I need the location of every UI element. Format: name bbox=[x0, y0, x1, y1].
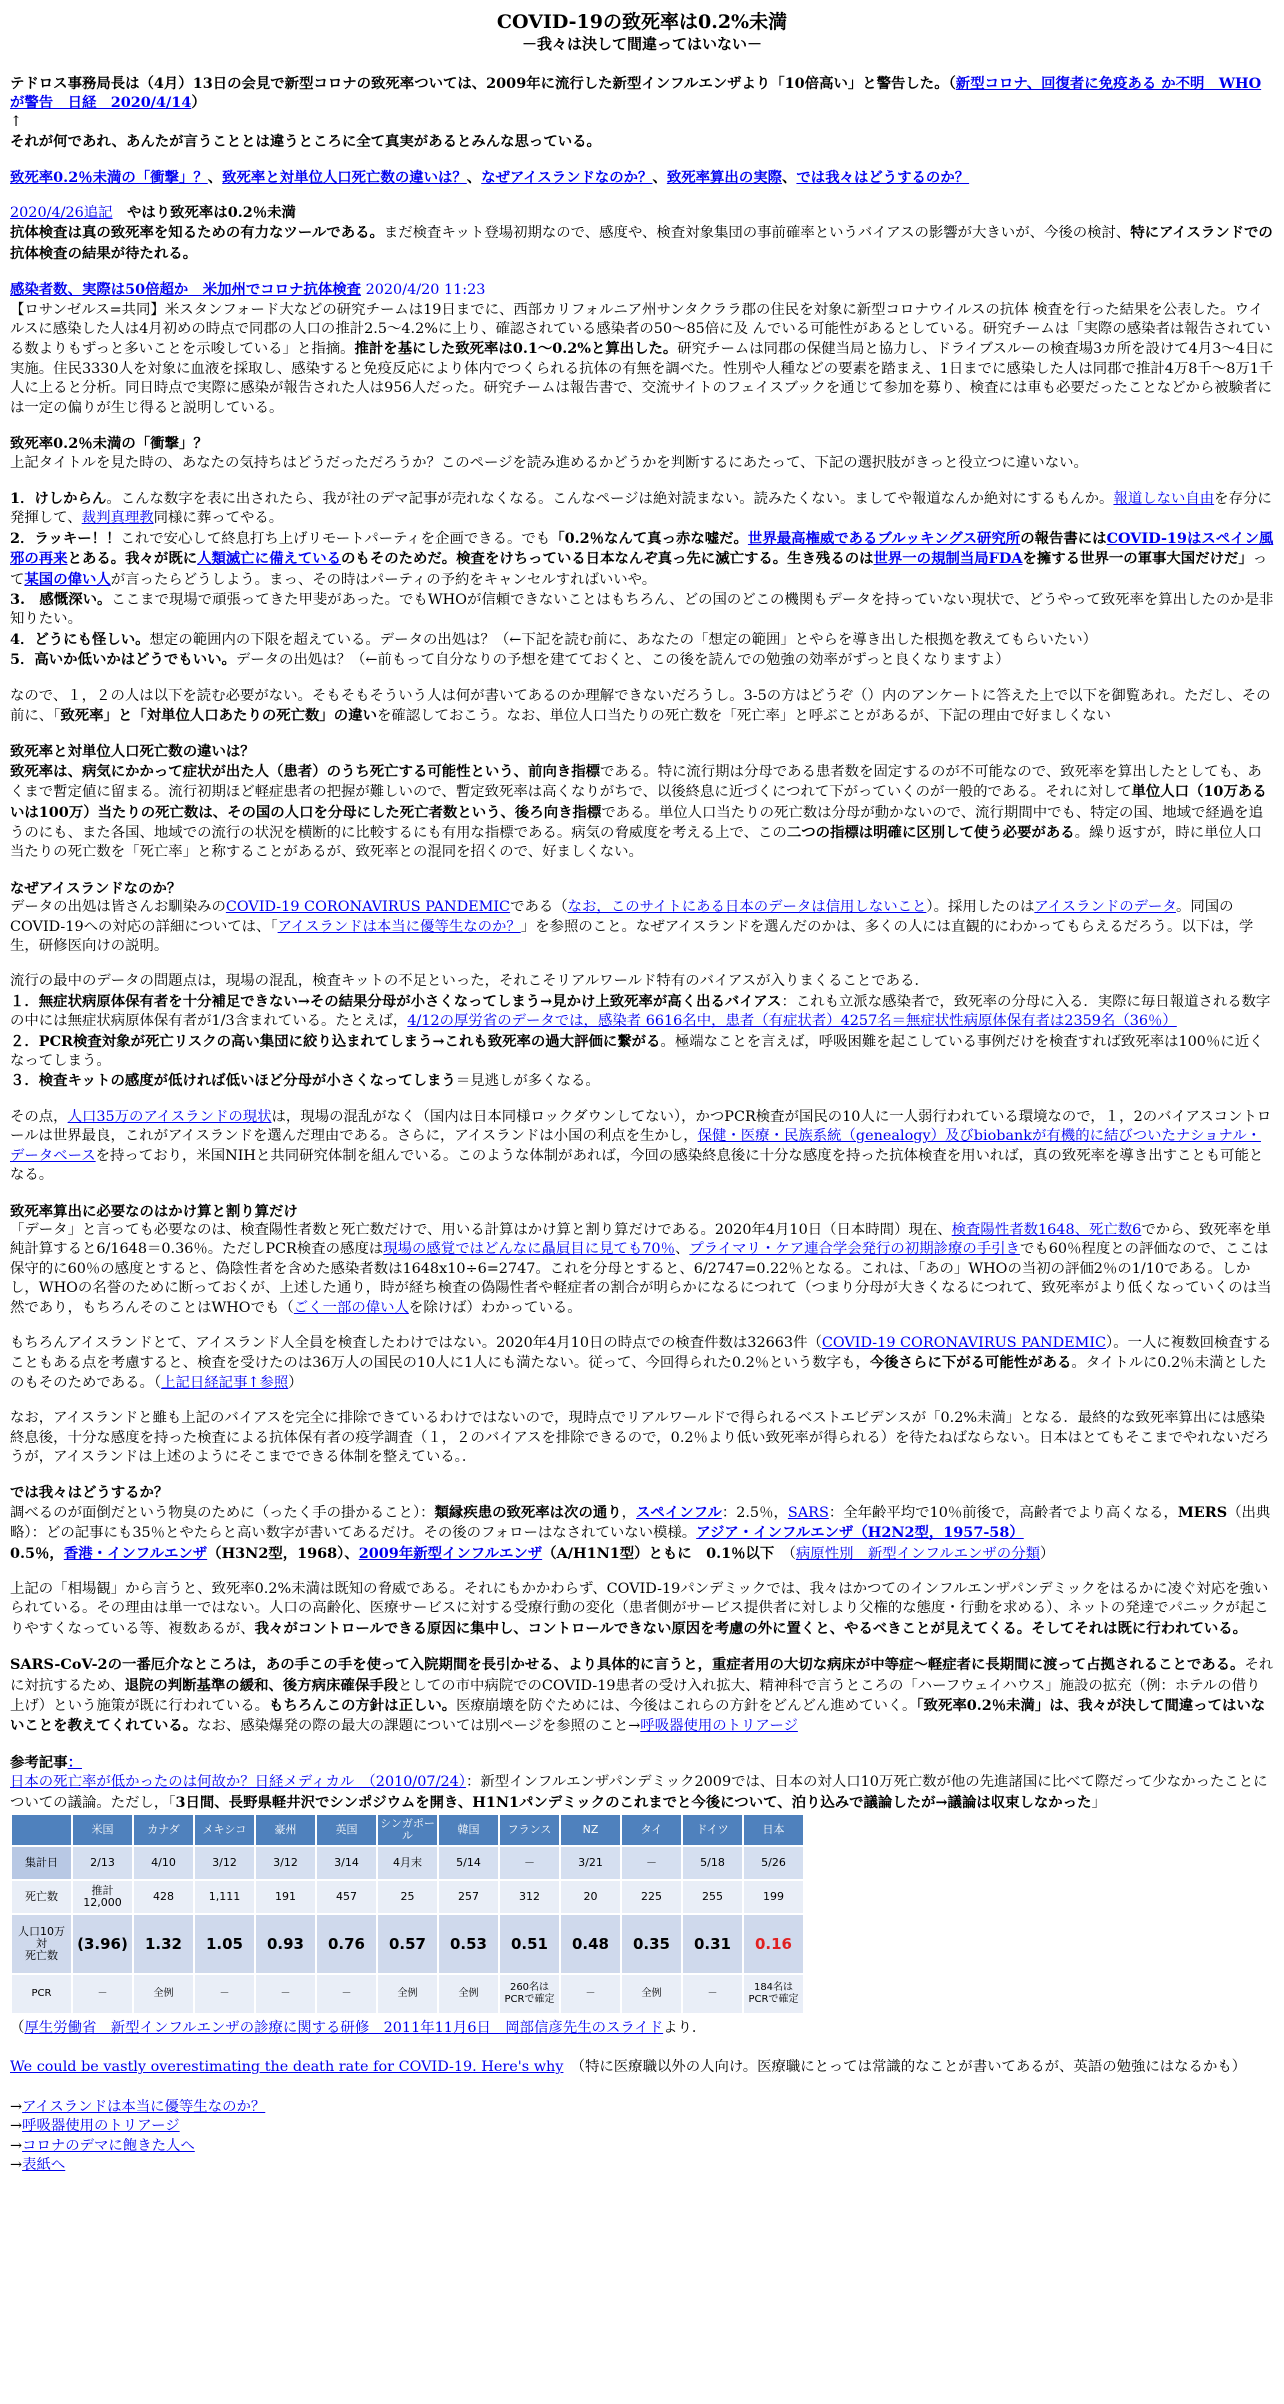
table-row-label: 死亡数 bbox=[12, 1881, 71, 1913]
intro-text: テドロス事務局長は（4月）13日の会見で新型コロナの致死率ついては、2009年に流行した新型インフルエンザより「10倍高い」と警告した。（ bbox=[10, 75, 956, 92]
iceland-t5: 」を参照のこと。なぜアイスランドを選んだのかは、多くの人には直観的にわかってもらえるだろう。以下は，学生，研修医向けの説明。 bbox=[10, 918, 1254, 955]
court-religion-link[interactable]: 裁判真理教 bbox=[81, 510, 154, 527]
iceland-p4-t1: その点， bbox=[10, 1108, 68, 1125]
addendum-bold: 抗体検査は真の致死率を知るための有力なツールである。 bbox=[10, 224, 384, 242]
table-cell: 3/12 bbox=[195, 1847, 254, 1879]
table-column-header: カナダ bbox=[134, 1815, 193, 1845]
option-3-label: 3. 感慨深い。 bbox=[10, 590, 112, 608]
section-what bbox=[10, 1483, 1274, 1736]
refs-heading-text: 参考記事 bbox=[10, 1753, 68, 1771]
table-column-header: ドイツ bbox=[683, 1815, 742, 1845]
refs-heading bbox=[10, 1754, 82, 1771]
table-column-header: 英国 bbox=[317, 1815, 376, 1845]
table-body bbox=[12, 1847, 803, 2013]
calc-p3: なお，アイスランドと雖も上記のバイアスを完全に排除できているわけではないので，現時点でリアルワールドで得られるベストエビデンスが「0.2%未満」となる．最終的な致死率算出には感染終息後，十分な感度を持った検査による抗体保有者の疫学調査（１，２のバイアスを排除できるので，0.2％より低い致死率が得られる）を待たねばならない。日本はとてもそこまでやれないだろうが，アイスランドは上述のようにそこまでできる体制を整えている。． bbox=[10, 1410, 1270, 1465]
footer-item bbox=[10, 2117, 1274, 2136]
footer-item bbox=[10, 2156, 1274, 2175]
mhlw-slides-link[interactable]: 厚生労働省 新型インフルエンザの診療に関する研修 2011年11月6日 岡部信彦先生のスライド bbox=[24, 2020, 664, 2037]
table-cell: 0.16 bbox=[744, 1915, 803, 1973]
what-p3-t2: としての市中病院でのCOVID-19患者の受け入れ拡大、精神科で言うところの「ハーフウェイハウス」施設の拡充（例：ホテルの借り上げ）という施策が既に行われている。 bbox=[10, 1677, 1261, 1715]
fda-link[interactable]: 世界一の規制当局FDA bbox=[873, 550, 1023, 568]
section-heading-calc: 致死率算出に必要なのはかけ算と割り算だけ bbox=[10, 1202, 298, 1220]
table-cell: 4月末 bbox=[378, 1847, 437, 1879]
option-2-text: これで安心して終息打ち上げリモートパーティを企画できる。でも bbox=[120, 530, 551, 547]
addendum bbox=[10, 203, 1274, 264]
what-t7: ） bbox=[1039, 1545, 1055, 1562]
footer-link-iceland[interactable]: アイスランドは本当に優等生なのか？ bbox=[22, 2098, 266, 2115]
table-cell: 1.05 bbox=[195, 1915, 254, 1973]
refs-t2: 」 bbox=[1091, 1794, 1106, 1811]
refs-t1: ：新型インフルエンザパンデミック2009では、日本の対人口10万死亡数が他の先進諸国に比べて際だって少なかったことについての議論。ただし，「 bbox=[10, 1774, 1268, 1811]
table-cell: 2/13 bbox=[73, 1847, 132, 1879]
diff-bold2: 単位人口（10万あるいは100万）当たりの死亡数は、その国の人口を分母にした死亡者数という、後ろ向き指標 bbox=[10, 783, 1267, 821]
what-p3-b4: 「致死率0.2％未満」は、我々が決して間違ってはいないことを教えてくれている。 bbox=[10, 1697, 1266, 1735]
japan-data-warning-link[interactable]: なお，このサイトにある日本のデータは信用しないこと bbox=[567, 899, 927, 916]
nikkei-ref-link[interactable]: 上記日経記事↑参照 bbox=[161, 1374, 289, 1391]
bias-1-text: ：これも立派な感染者で，致死率の分母に入る．実際に毎日報道される数字の中には無症状病原体保有者が1/3含まれている。たとえば， bbox=[10, 993, 1271, 1030]
source-t1: （ bbox=[10, 2020, 25, 2037]
what-b3: 0.5％， bbox=[10, 1544, 64, 1562]
option-4-label: 4．どうにも怪しい。 bbox=[10, 630, 150, 648]
table-cell: － bbox=[622, 1847, 681, 1879]
table-cell: － bbox=[683, 1975, 742, 2013]
what-t1: 調べるのが面倒だという物臭のために（ったく手の掛かること）： bbox=[10, 1504, 435, 1521]
table-cell: 257 bbox=[439, 1881, 498, 1913]
no-report-freedom-link[interactable]: 報道しない自由 bbox=[1113, 490, 1215, 507]
option-2-label: 2．ラッキー！！ bbox=[10, 529, 121, 547]
calc-p2-t2: ）。一人に複数回検査することもある点を考慮すると、検査を受けたのは36万人の国民の10人に1人にも満たない。従って、今回得られた0.2％という数字も， bbox=[10, 1334, 1272, 1372]
calc-t5: を除けば）わかっている。 bbox=[408, 1299, 582, 1316]
table-cell: 312 bbox=[500, 1881, 559, 1913]
footer-arrow: → bbox=[10, 2118, 23, 2135]
table-cell: － bbox=[500, 1847, 559, 1879]
section-heading-diff: 致死率と対単位人口死亡数の違いは？ bbox=[10, 743, 255, 761]
table-cell: 全例 bbox=[622, 1975, 681, 2013]
what-t5: （出典略）：どの記事にも35％とやたらと高い数字が書いてあるだけ。その後のフォローはなされていない模様。 bbox=[10, 1504, 1271, 1542]
what-t2: ， bbox=[621, 1504, 637, 1521]
shock-after bbox=[10, 687, 1274, 727]
table-cell: 20 bbox=[561, 1881, 620, 1913]
bias-1-label: １．無症状病原体保有者を十分補足できない→その結果分母が小さくなってしまう→見かけ上致死率が高く出るバイアス bbox=[10, 992, 782, 1010]
table-cell: 3/12 bbox=[256, 1847, 315, 1879]
asian-flu-link[interactable]: アジア・インフルエンザ（H2N2型，1957-58） bbox=[696, 1524, 1024, 1542]
table-cell: － bbox=[73, 1975, 132, 2013]
option-1-text2: を存分に発揮して、 bbox=[10, 490, 1272, 527]
what-b4: （H3N2型，1968）、 bbox=[207, 1544, 359, 1562]
positive-count-link[interactable]: 検査陽性者数1648、死亡数6 bbox=[951, 1221, 1142, 1238]
table-cell: － bbox=[317, 1975, 376, 2013]
table-cell: 199 bbox=[744, 1881, 803, 1913]
section-refs bbox=[10, 1753, 1274, 1813]
addendum-text: まだ検査キット登場初期なので、感度や、検査対象集団の事前確率というバイアスの影響が大きいが、今後の検討、 bbox=[383, 225, 1131, 242]
sars-link[interactable]: SARS bbox=[787, 1504, 829, 1521]
option-2-bold: 「0.2％なんて真っ赤な嘘だ。 bbox=[550, 529, 748, 547]
what-t3: ：2.5％， bbox=[721, 1504, 788, 1521]
diff-bold1: 致死率は、病気にかかって症状が出た人（患者）のうち死亡する可能性という、前向き指標 bbox=[10, 762, 601, 780]
what-p3-b2: 退院の判断基準の緩和、後方病床確保手段 bbox=[124, 1676, 398, 1694]
table-column-header: 日本 bbox=[744, 1815, 803, 1845]
diff-body bbox=[10, 762, 1274, 863]
option-4-text: 想定の範囲内の下限を超えている。データの出処は？（←下記を読む前に、あなたの「想定の範囲」とやらを導き出した根拠を教えてもらいたい） bbox=[149, 631, 1097, 648]
toc bbox=[10, 168, 1274, 187]
option-2-text2: って bbox=[10, 551, 1268, 588]
toc-sep: 、 bbox=[207, 168, 223, 186]
option-5-text: データの出処は？（←前もって自分なりの予想を建てておくと、この後を読んでの勉強の効率がずっと良くなりますよ） bbox=[235, 652, 1010, 669]
footer-link-triage[interactable]: 呼吸器使用のトリアージ bbox=[22, 2118, 180, 2135]
news-link[interactable]: 感染者数、実際は50倍超か 米加州でコロナ抗体検査 bbox=[10, 281, 362, 299]
spanish-flu-link-2[interactable]: スペインフル bbox=[636, 1503, 722, 1521]
table-cell: 3/14 bbox=[317, 1847, 376, 1879]
table-column-header: 米国 bbox=[73, 1815, 132, 1845]
shock-after-bold: 致死率」と「対単位人口あたりの死亡数」の違い bbox=[60, 706, 377, 724]
what-b2: MERS bbox=[1177, 1503, 1228, 1521]
iceland-p1 bbox=[10, 898, 1274, 956]
table-cell: 全例 bbox=[378, 1975, 437, 2013]
refs-b1: 3日間、長野県軽井沢でシンポジウムを開き、H1N1パンデミックのこれまでと今後について、泊り込みで議論したが→議論は収束しなかった bbox=[175, 1793, 1092, 1811]
table-cell: － bbox=[561, 1975, 620, 2013]
table-column-header: NZ bbox=[561, 1815, 620, 1845]
what-t6: （ bbox=[774, 1545, 796, 1562]
table-cell: 0.57 bbox=[378, 1915, 437, 1973]
table-cell: 457 bbox=[317, 1881, 376, 1913]
table-row bbox=[12, 1847, 803, 1879]
section-calc bbox=[10, 1202, 1274, 1468]
table-row bbox=[12, 1915, 803, 1973]
section-heading-what: では我々はどうするか？ bbox=[10, 1484, 169, 1502]
option-2-bold6: を擁する世界一の軍事大国だけだ」 bbox=[1022, 550, 1253, 568]
table-row-label: PCR bbox=[12, 1975, 71, 2013]
table-cell: 0.31 bbox=[683, 1915, 742, 1973]
iceland-p4-t3: を持っており，米国NIHと共同研究体制を組んでいる。このような体制があれば，今回の感染終息後に十分な感度を持った抗体検査を用いれば，真の致死率を導き出すことも可能となる。 bbox=[10, 1147, 1264, 1184]
extinction-link[interactable]: 人類滅亡に備えている bbox=[197, 550, 342, 568]
toc-sep: 、 bbox=[652, 168, 667, 186]
table-cell: 5/14 bbox=[439, 1847, 498, 1879]
table-column-header: フランス bbox=[500, 1815, 559, 1845]
what-p2-bold: 我々がコントロールできる原因に集中し、コントロールできない原因を考慮の外に置くと、やるべきことが見えてくる。そしてそれは既に行われている。 bbox=[254, 1619, 1248, 1637]
what-p3 bbox=[10, 1655, 1274, 1737]
table-cell: 推計 12,000 bbox=[73, 1881, 132, 1913]
iceland-p2-text: 流行の最中のデータの問題点は，現場の混乱，検査キットの不足といった，それこそリアルワールド特有のバイアスが入りまくることである． bbox=[10, 973, 929, 990]
section-diff bbox=[10, 742, 1274, 862]
primary-care-guide-link[interactable]: プライマリ・ケア連合学会発行の初期診療の手引き bbox=[689, 1241, 1020, 1258]
what-p3-t3: 医療崩壊を防ぐためには、今後はこれらの方針をどんどん進めていく。 bbox=[456, 1698, 917, 1715]
table-column-header: タイ bbox=[622, 1815, 681, 1845]
mortality-table bbox=[10, 1813, 805, 2015]
table-cell: 0.51 bbox=[500, 1915, 559, 1973]
page-subtitle: －我々は決して間違ってはいない－ bbox=[521, 35, 762, 53]
table-header-row bbox=[12, 1815, 803, 1845]
option-5-label: 5．高いか低いかはどうでもいい。 bbox=[10, 651, 236, 669]
toc-link-iceland[interactable]: なぜアイスランドなのか？ bbox=[481, 168, 653, 186]
table-cell: 184名はPCRで確定 bbox=[744, 1975, 803, 2013]
footer-arrow: → bbox=[10, 2098, 23, 2115]
diff-text2: である。単位人口当たりの死亡数は分母が動かないので、流行期間中でも、特定の国、地域で経過を追うのにも、また各国、地域での流行の状況を横断的に比較するにも有用な指標である。病気の脅威度を考える上で、この bbox=[10, 804, 1263, 841]
calc-t4: でも60％程度との評価なので、ここは保守的に60％の感度とすると、偽陰性者を含めた感染者数は1648x10÷6=2747。これを分母とすると、6/2747=0.22％となる。これは、「あの」WHOの当初の評価2％の1/10である。しかし，WHOの名誉のために断っておくが、上述した通り，時が経ち検査の偽陽性者や軽症者の割合が明らかになるにつれて（つまり分母が大きくなるにつれて、致死率がより低くなっていくのは当然であり，もちろんそのことはWHOでも（ bbox=[10, 1241, 1272, 1316]
calc-p2-t1: もちろんアイスランドとて、アイスランド人全員を検査したわけではない。2020年4月10日の時点での検査件数は32663件（ bbox=[10, 1334, 822, 1351]
table-cell: 全例 bbox=[134, 1975, 193, 2013]
option-1-text3: 同様に葬ってやる。 bbox=[153, 510, 284, 527]
table-column-header: 豪州 bbox=[256, 1815, 315, 1845]
table-row bbox=[12, 1881, 803, 1913]
triage-link[interactable]: 呼吸器使用のトリアージ bbox=[640, 1718, 798, 1735]
what-b5: （A/H1N1型）ともに 0.1％以下 bbox=[542, 1544, 775, 1562]
bias-2-text: 。極端なことを言えば，呼吸困難を起こしている事例だけを検査すれば致死率は100％に近くなってしまう。 bbox=[10, 1033, 1264, 1070]
table-cell: 1.32 bbox=[134, 1915, 193, 1973]
nikkei-who-link[interactable]: 新型コロナ、回復者に免疫ある か不明 WHOが警告 日経 2020/4/14 bbox=[10, 75, 1262, 112]
table-column-header: 韓国 bbox=[439, 1815, 498, 1845]
what-p2 bbox=[10, 1580, 1274, 1639]
table-row-label: 集計日 bbox=[12, 1847, 71, 1879]
page-title: COVID-19の致死率は0.2%未満 bbox=[496, 11, 788, 33]
table-cell: 225 bbox=[622, 1881, 681, 1913]
table-cell: 5/26 bbox=[744, 1847, 803, 1879]
source-t2: より． bbox=[663, 2020, 707, 2037]
calc-p2 bbox=[10, 1334, 1274, 1393]
footer-arrow: → bbox=[10, 2137, 23, 2154]
section-heading-iceland: なぜアイスランドなのか？ bbox=[10, 879, 182, 897]
refs-colon-link[interactable]: ： bbox=[67, 1753, 82, 1771]
table-cell: 25 bbox=[378, 1881, 437, 1913]
worldometer-link-2[interactable]: COVID-19 CORONAVIRUS PANDEMIC bbox=[821, 1334, 1107, 1351]
intro-statement: それが何であれ、あんたが言うこととは違うところに全て真実があるとみんな思っている。 bbox=[10, 133, 601, 151]
table-cell: 255 bbox=[683, 1881, 742, 1913]
bias-2-label: ２．PCR検査対象が死亡リスクの高い集団に絞り込まれてしまう→これも致死率の過大評価に繋がる bbox=[10, 1032, 661, 1050]
table-cell: 0.76 bbox=[317, 1915, 376, 1973]
intro-arrow: ↑ bbox=[10, 113, 23, 130]
news-article bbox=[10, 280, 1274, 418]
hongkong-flu-link[interactable]: 香港・インフルエンザ bbox=[63, 1544, 208, 1562]
table-cell: 1,111 bbox=[195, 1881, 254, 1913]
what-p3-b1: SARS-CoV-2の一番厄介なところは，あの手この手を使って入院期間を長引かせる、より具体的に言うと，重症者用の大切な病床が中等症～軽症者に長期間に渡って占拠されることである。 bbox=[10, 1656, 1245, 1674]
footer-item bbox=[10, 2098, 1274, 2117]
addendum-date-link[interactable]: 2020/4/26追記 bbox=[10, 205, 113, 222]
table-column-header: メキシコ bbox=[195, 1815, 254, 1845]
iceland-p2 bbox=[10, 972, 1274, 1091]
toc-link-what[interactable]: では我々はどうするのか？ bbox=[796, 168, 970, 186]
intro-paragraph bbox=[10, 74, 1274, 113]
table-cell: － bbox=[195, 1975, 254, 2013]
addendum-title: やはり致死率は0.2％未満 bbox=[112, 204, 296, 222]
addendum-bold2: 特にアイスランドでの抗体検査の結果が待たれる。 bbox=[10, 224, 1273, 262]
footer-item bbox=[10, 2137, 1274, 2156]
footer-nav bbox=[10, 2098, 1274, 2176]
toc-link-calc[interactable]: 致死率算出の実際 bbox=[666, 168, 782, 186]
calc-t2: でから、致死率を単純計算すると6/1648＝0.36％。ただしPCR検査の感度は bbox=[10, 1221, 1271, 1258]
toc-sep: 、 bbox=[782, 168, 797, 186]
spanish-flu-link[interactable]: COVID-19はスペイン風邪の再来 bbox=[10, 529, 1274, 568]
calc-p1 bbox=[10, 1221, 1274, 1318]
option-3-text: ここまで現場で頑張ってきた甲斐があった。でもWHOが信頼できないことはもちろん、どの国のどこの機関もデータを持っていない現状で、どうやって致死率を算出したのか是非知りたい。 bbox=[10, 591, 1274, 628]
diff-text3: 。繰り返すが，時に単位人口当たりの死亡数を「死亡率」と称することがあるが、致死率との混同を招くので、好ましくない。 bbox=[10, 825, 1262, 861]
what-p2-text: 上記の「相場観」から言うと、致死率0.2%未満は既知の脅威である。それにもかかわらず、COVID-19パンデミックでは、我々はかつてのインフルエンザパンデミックをはるかに凌ぐ対応を強いられている。その理由は単一ではない。人口の高齢化、医療サービスに対する受療行動の変化（患者側がサービス提供者に対しより父権的な態度・行動を求める）、ネットの発達でパニックが起こりやすくなっている等、複数あるが、 bbox=[10, 1581, 1269, 1637]
what-p3-t4: なお、感染爆発の際の最大の課題については別ページを参照のこと→ bbox=[197, 1718, 641, 1735]
toc-link-diff[interactable]: 致死率と対単位人口死亡数の違いは？ bbox=[222, 168, 467, 186]
pcr-sensitivity-link[interactable]: 現場の感覚ではどんなに贔屓目に見ても70％ bbox=[383, 1241, 675, 1258]
option-1-text: 。こんな数字を表に出されたら、我が社のデマ記事が売れなくなる。こんなページは絶対読まない。読みたくない。ましてや報道なんか絶対にするもんか。 bbox=[106, 490, 1114, 507]
table-cell: 428 bbox=[134, 1881, 193, 1913]
bias-3-label: ３．検査キットの感度が低ければ低いほど分母が小さくなってしまう bbox=[10, 1072, 456, 1090]
iceland-t1: データの出処は皆さんお馴染みの bbox=[10, 899, 226, 916]
news-date: 2020/4/20 11:23 bbox=[365, 282, 486, 299]
source-line bbox=[10, 2019, 1274, 2038]
h1n1-2009-link[interactable]: 2009年新型インフルエンザ bbox=[358, 1544, 543, 1562]
intro-end: ） bbox=[191, 94, 206, 112]
table-cell: 0.48 bbox=[561, 1915, 620, 1973]
option-1-label: 1．けしからん bbox=[10, 489, 107, 507]
what-t4: ：全年齢平均で10％前後で，高齢者でより高くなる， bbox=[828, 1504, 1178, 1521]
table-cell: 0.53 bbox=[439, 1915, 498, 1973]
national-database-link[interactable]: 保健・医療・民族系統（genealogy）及びbiobankが有機的に結びついたナショナル・データベース bbox=[10, 1128, 1261, 1164]
table-cell: 0.35 bbox=[622, 1915, 681, 1973]
shock-options bbox=[10, 489, 1274, 671]
table-cell: 4/10 bbox=[134, 1847, 193, 1879]
table-cell: 191 bbox=[256, 1881, 315, 1913]
extra-t1: （特に医療職以外の人向け。医療職にとっては常識的なことが書いてあるが、英語の勉強にはなるかも） bbox=[563, 2059, 1247, 2076]
shock-intro: 上記タイトルを見た時の、あなたの気持ちはどうだっただろうか？このページを読み進めるかどうかを判断するにあたって、下記の選択肢がきっと役立つに違いない。 bbox=[10, 454, 1088, 471]
footer-arrow: → bbox=[10, 2157, 23, 2174]
flu-classification-link[interactable]: 病原性別 新型インフルエンザの分類 bbox=[795, 1545, 1040, 1562]
table-corner bbox=[12, 1815, 71, 1845]
table-row bbox=[12, 1975, 803, 2013]
nikkei-medical-link[interactable]: 日本の死亡率が低かったのは何故か？日経メディカル （2010/07/24） bbox=[10, 1774, 466, 1791]
bias-3-text: ＝見逃しが多くなる。 bbox=[455, 1073, 600, 1090]
iceland-status-link[interactable]: 人口35万のアイスランドの現状 bbox=[67, 1108, 272, 1125]
what-p3-t1: それに対抗するため、 bbox=[10, 1657, 1274, 1694]
calc-p2-bold: 今後さらに下がる可能性がある bbox=[869, 1354, 1072, 1372]
table-cell: 5/18 bbox=[683, 1847, 742, 1879]
some-important-people-link[interactable]: ごく一部の偉い人 bbox=[293, 1299, 409, 1316]
iceland-p4-t2: は，現場の混乱がなく（国内は日本同様ロックダウンしてない），かつPCR検査が国民の10人に一人弱行われている環境なので，１，2のバイアスコントロールは世界最良，これがアイスランドを選んだ理由である。さらに，アイスランドは小国の利点を生かし， bbox=[10, 1108, 1272, 1145]
calc-p2-t3: 。タイトルに0.2％未満としたのもそのためである。（ bbox=[10, 1355, 1267, 1391]
overestimating-article-link[interactable]: We could be vastly overestimating the death rate for COVID-19. Here's why bbox=[10, 2059, 564, 2076]
table-cell: 3/21 bbox=[561, 1847, 620, 1879]
option-2-bold4: とある。我々が既に bbox=[67, 550, 198, 568]
calc-t1: 「データ」と言っても必要なのは、検査陽性者数と死亡数だけで、用いる計算はかけ算と割り算だけである。2020年4月10日（日本時間）現在、 bbox=[10, 1221, 952, 1238]
table-cell: 0.93 bbox=[256, 1915, 315, 1973]
table-row-label: 人口10万対 死亡数 bbox=[12, 1915, 71, 1973]
worldometer-link[interactable]: COVID-19 CORONAVIRUS PANDEMIC bbox=[225, 899, 511, 916]
table-cell: 全例 bbox=[439, 1975, 498, 2013]
iceland-t3: ）。採用したのは bbox=[926, 899, 1035, 916]
news-bold: 推計を基にした致死率は0.1～0.2%と算出した。 bbox=[354, 340, 678, 358]
iceland-t4: 。同国のCOVID-19への対応の詳細については、「 bbox=[10, 899, 1234, 935]
shock-after-text: なので、１，２の人は以下を読む必要がない。そもそもそういう人は何が書いてあるのか理解できないだろうし。3-5の方はどうぞ（）内のアンケートに答えた上で以下を御覧あれ。ただし、その前に、「 bbox=[10, 687, 1271, 724]
what-p1 bbox=[10, 1503, 1274, 1564]
calc-t3: 、 bbox=[674, 1241, 690, 1258]
iceland-data-link[interactable]: アイスランドのデータ bbox=[1034, 899, 1176, 916]
what-p3-b3: もちろんこの方針は正しい。 bbox=[269, 1697, 457, 1715]
toc-sep: 、 bbox=[466, 168, 482, 186]
footer-link-corona-demagogy[interactable]: コロナのデマに飽きた人へ bbox=[22, 2137, 195, 2154]
calc-p2-t4: ） bbox=[288, 1374, 303, 1391]
diff-text1: である。特に流行期は分母である患者数を固定するのが不可能なので、致死率を算出したとしても、あくまで暫定値に留まる。流行初期ほど軽症患者の把握が難しいので、暫定致死率は高くなりがちで、以後終息に近づくにつれて下がっていくのが一般的である。それに対して bbox=[10, 763, 1262, 801]
diff-bold3: 二つの指標は明確に区別して使う必要がある bbox=[786, 824, 1075, 841]
news-body2: 研究チームは同郡の保健当局と協力し、ドライブスルーの検査場3カ所を設けて4月3～4日に実施。住民3330人を対象に血液を採取し、感染すると免疫反応により体内でつくられる抗体の有無を調べた。性別や人種などの要素を踏まえ、1日までに感染した人は同郡で推計4万8千～8万1千人に上ると分析。同日時点で実際に感染が報告された人は956人だった。研究チームは報告書で、交流サイトのフェイスブックを通じて参加を募り、検査には車も必要だったことなどから被験者には一定の偏りが生じ得ると説明している。 bbox=[10, 341, 1274, 416]
shock-after-text2: を確認しておこう。なお、単位人口当たりの死亡数を「死亡率」と呼ぶことがあるが、下記の理由で好ましくない bbox=[376, 707, 1111, 724]
toc-link-shock[interactable]: 致死率0.2％未満の「衝撃」？ bbox=[10, 168, 208, 186]
mhlw-data-link[interactable]: 4/12の厚労省のデータでは，感染者 6616名中，患者（有症状者）4257名＝無症状性病原体保有者は2359名（36％） bbox=[407, 1013, 1177, 1030]
table-cell: 260名はPCRで確定 bbox=[500, 1975, 559, 2013]
extra-line bbox=[10, 2058, 1274, 2077]
section-shock bbox=[10, 434, 1274, 726]
option-2-text3: が言ったらどうしよう。まっ、その時はパーティの予約をキャンセルすればいいや。 bbox=[110, 571, 657, 588]
section-iceland bbox=[10, 879, 1274, 1186]
what-b1: 類縁疾患の致死率は次の通り bbox=[434, 1503, 622, 1521]
option-2-bold3: の報告書には bbox=[1020, 529, 1107, 547]
section-heading-shock: 致死率0.2％未満の「衝撃」？ bbox=[10, 435, 208, 453]
brookings-link[interactable]: 世界最高権威であるブルッキングス研究所 bbox=[747, 529, 1021, 547]
iceland-honor-student-link[interactable]: アイスランドは本当に優等生なのか？ bbox=[277, 918, 521, 935]
iceland-p4 bbox=[10, 1108, 1274, 1186]
table-cell: － bbox=[256, 1975, 315, 2013]
news-body1: 【ロサンゼルス=共同】米スタンフォード大などの研究チームは19日までに、西部カリフォルニア州サンタクララ郡の住民を対象に新型コロナウイルスの抗体 検査を行った結果を公表した。ウイルスに感染した人は4月初めの時点で同郡の人口の推計2.5～4.2%に上り、確認されている感染者の50～85倍に及 んでいる可能性があるとしている。研究チームは「実際の感染者は報告されている数よりもずっと多いことを示唆している」と指摘。 bbox=[10, 301, 1271, 358]
table-column-header: シンガポール bbox=[378, 1815, 437, 1845]
option-2-bold5: のもそのためだ。検査をけちっている日本なんぞ真っ先に滅亡する。生き残るのは bbox=[341, 550, 874, 568]
footer-link-home[interactable]: 表紙へ bbox=[22, 2157, 66, 2174]
iceland-t2: である（ bbox=[510, 899, 568, 916]
someone-link[interactable]: 某国の偉い人 bbox=[24, 570, 111, 588]
table-cell: (3.96) bbox=[73, 1915, 132, 1973]
